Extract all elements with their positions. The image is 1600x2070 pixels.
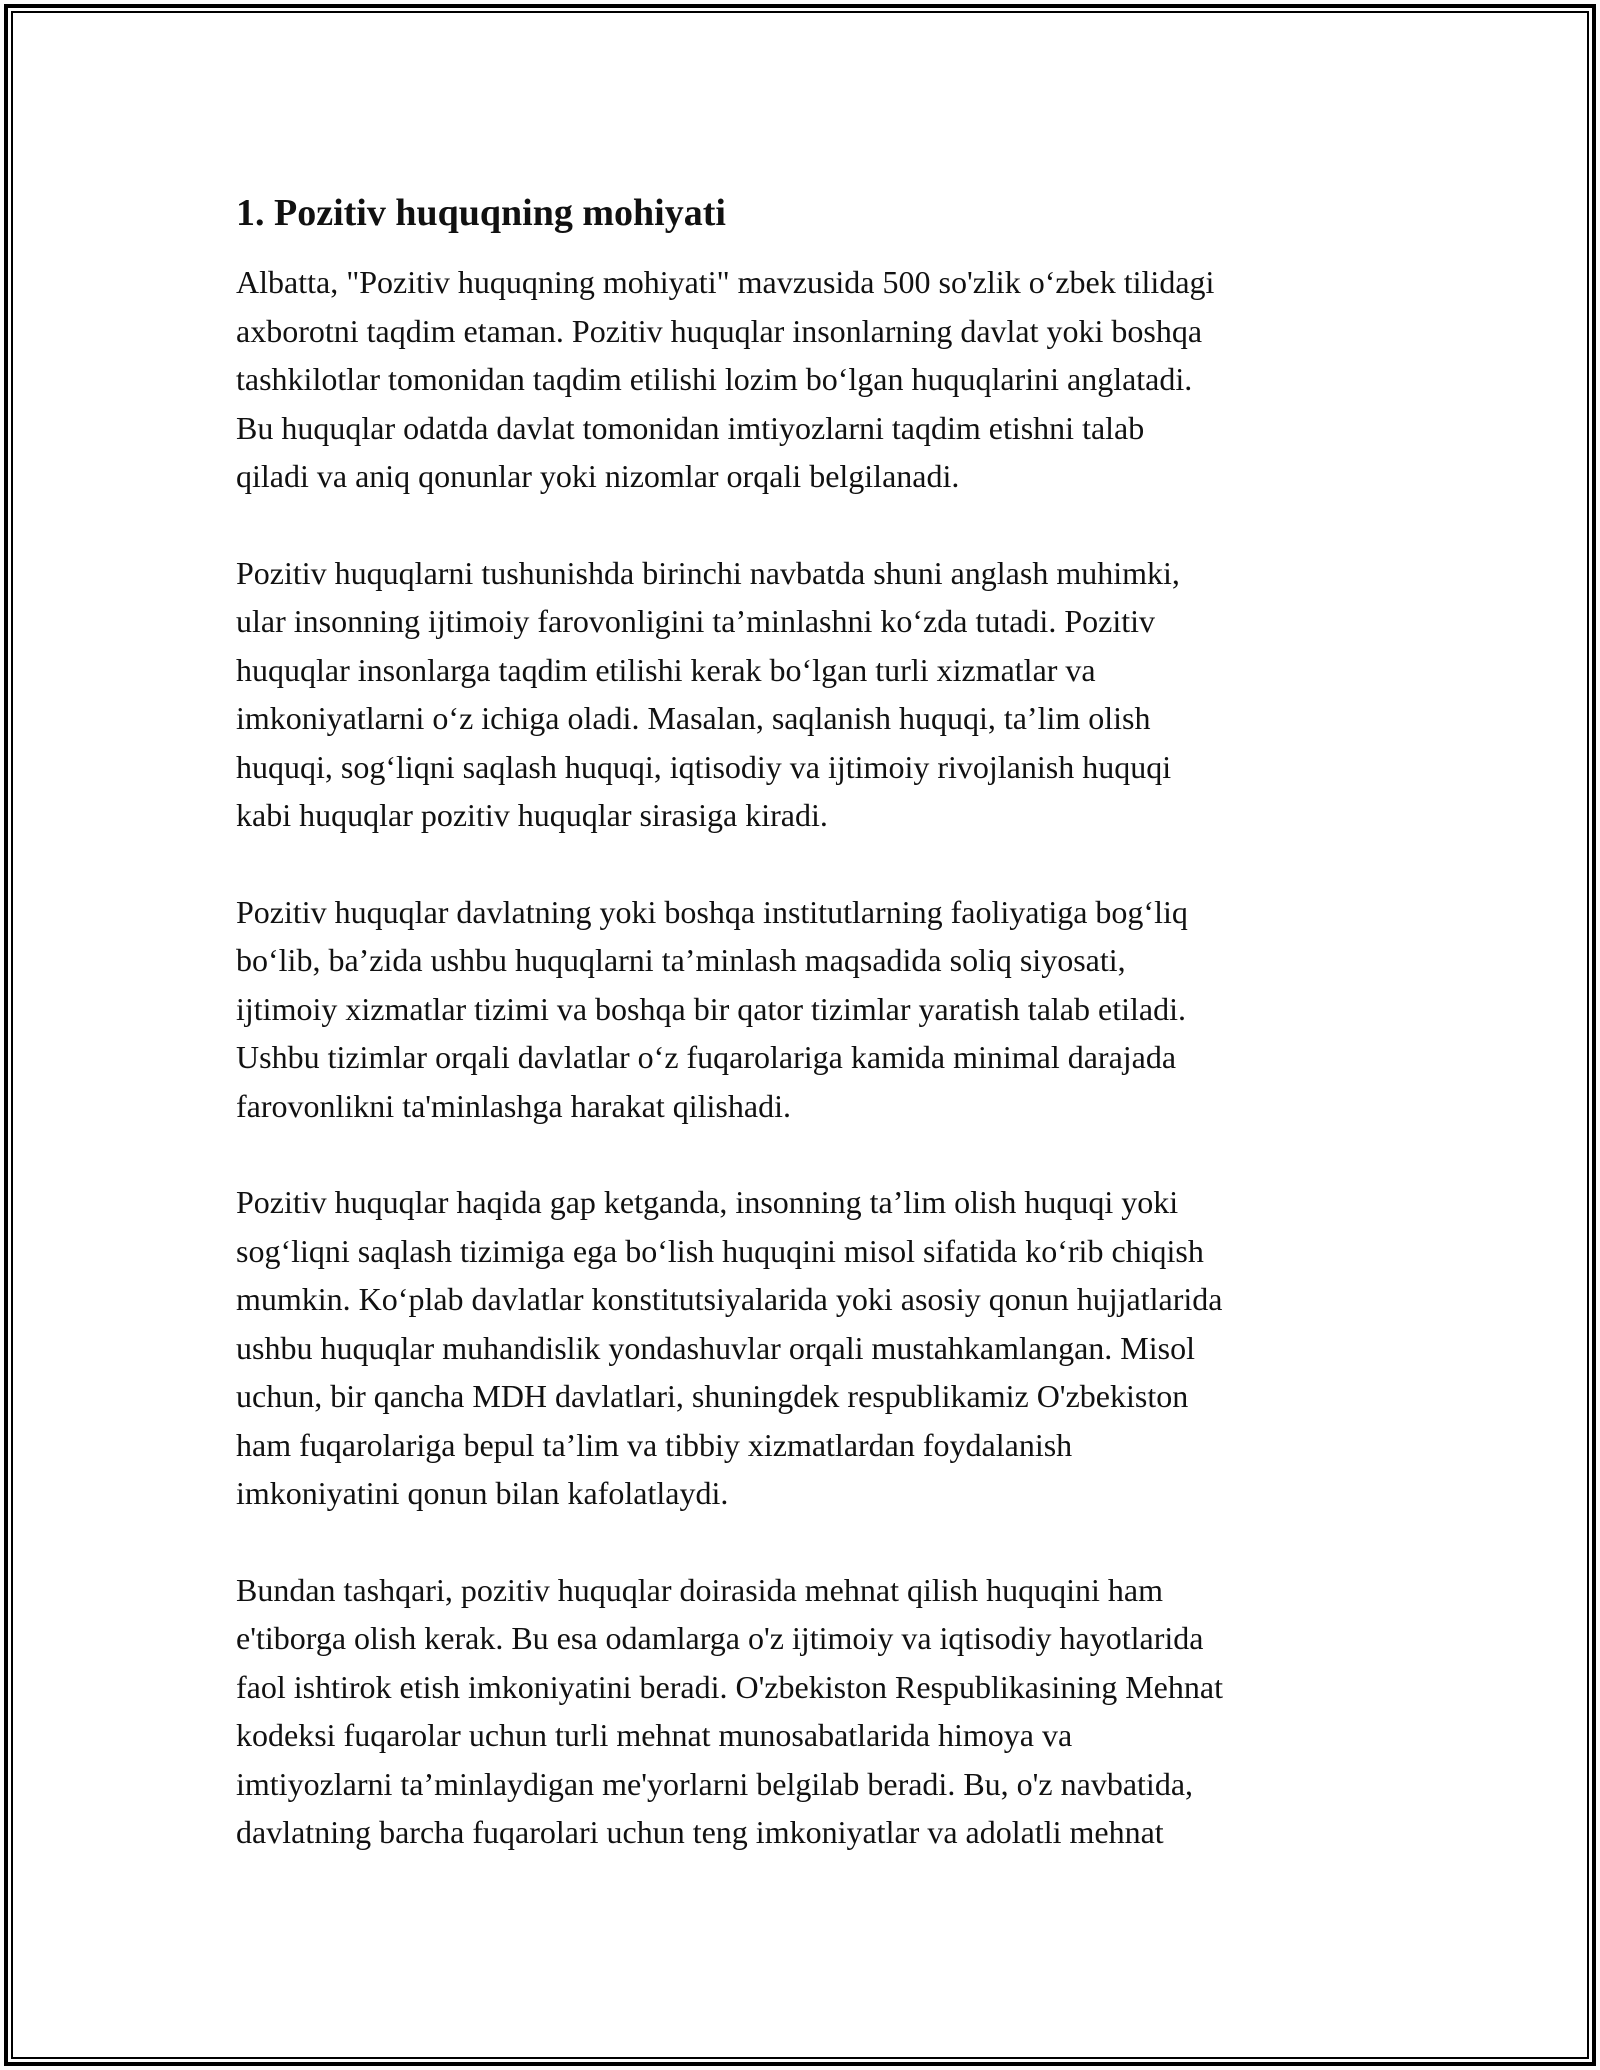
text-line: huquqlar insonlarga taqdim etilishi kerak bo‘lgan turli xizmatlar va [236,651,1096,688]
text-line: huquqi, sog‘liqni saqlash huquqi, iqtisodiy va ijtimoiy rivojlanish huquqi [236,748,1172,785]
text-line: Ushbu tizimlar orqali davlatlar o‘z fuqarolariga kamida minimal darajada [236,1039,1177,1075]
text-line: ular insonning ijtimoiy farovonligini ta’minlashni ko‘zda tutadi. Pozitiv [236,603,1155,639]
text-line: ushbu huquqlar muhandislik yondashuvlar orqali mustahkamlangan. Misol [236,1329,1195,1366]
text-line: uchun, bir qancha MDH davlatlari, shuningdek respublikamiz O'zbekiston [236,1378,1189,1414]
text-line: mumkin. Ko‘plab davlatlar konstitutsiyalarida yoki asosiy qonun hujjatlarida [236,1281,1223,1317]
text-line: Pozitiv huquqlar haqida gap ketganda, insonning ta’lim olish huquqi yoki [236,1184,1179,1220]
text-line: imkoniyatlarni o‘z ichiga oladi. Masalan, saqlanish huquqi, ta’lim olish [236,700,1151,736]
text-line: bo‘lib, ba’zida ushbu huquqlarni ta’minlash maqsadida soliq siyosati, [236,942,1126,978]
text-line: farovonlikni ta'minlashga harakat qilishadi. [236,1087,791,1124]
text-line: axborotni taqdim etaman. Pozitiv huquqlar insonlarning davlat yoki boshqa [236,312,1203,349]
text-line: Albatta, "Pozitiv huquqning mohiyati" mavzusida 500 so'zlik o‘zbek tilidagi [236,264,1215,300]
text-line: Bundan tashqari, pozitiv huquqlar doirasida mehnat qilish huquqini ham [236,1571,1163,1608]
paragraph-1 [236,258,1386,501]
paragraph-4 [236,1178,1386,1518]
text-line: kabi huquqlar pozitiv huquqlar sirasiga kiradi. [236,797,828,833]
text-line: Pozitiv huquqlar davlatning yoki boshqa institutlarning faoliyatiga bog‘liq [236,893,1188,930]
text-line: e'tiborga olish kerak. Bu esa odamlarga o'z ijtimoiy va iqtisodiy hayotlarida [236,1620,1204,1656]
section-heading: 1. Pozitiv huquqning mohiyati [236,192,726,234]
text-line: ijtimoiy xizmatlar tizimi va boshqa bir qator tizimlar yaratish talab etiladi. [236,990,1186,1027]
document-body [236,188,1386,1905]
paragraph-5 [236,1566,1386,1857]
text-line: ham fuqarolariga bepul ta’lim va tibbiy xizmatlardan foydalanish [236,1426,1073,1463]
text-line: davlatning barcha fuqarolari uchun teng imkoniyatlar va adolatli mehnat [236,1814,1164,1850]
text-line: Bu huquqlar odatda davlat tomonidan imtiyozlarni taqdim etishni talab [236,409,1145,446]
text-line: faol ishtirok etish imkoniyatini beradi. O'zbekiston Respublikasining Mehnat [236,1668,1223,1705]
text-line: imkoniyatini qonun bilan kafolatlaydi. [236,1475,729,1511]
text-line: qiladi va aniq qonunlar yoki nizomlar orqali belgilanadi. [236,458,960,494]
text-line: tashkilotlar tomonidan taqdim etilishi lozim bo‘lgan huquqlarini anglatadi. [236,361,1193,397]
text-line: Pozitiv huquqlarni tushunishda birinchi navbatda shuni anglash muhimki, [236,554,1180,591]
paragraph-2 [236,549,1386,840]
text-line: kodeksi fuqarolar uchun turli mehnat munosabatlarida himoya va [236,1717,1073,1753]
text-line: sog‘liqni saqlash tizimiga ega bo‘lish huquqini misol sifatida ko‘rib chiqish [236,1232,1204,1269]
paragraph-3 [236,888,1386,1131]
text-line: imtiyozlarni ta’minlaydigan me'yorlarni belgilab beradi. Bu, o'z navbatida, [236,1765,1194,1802]
